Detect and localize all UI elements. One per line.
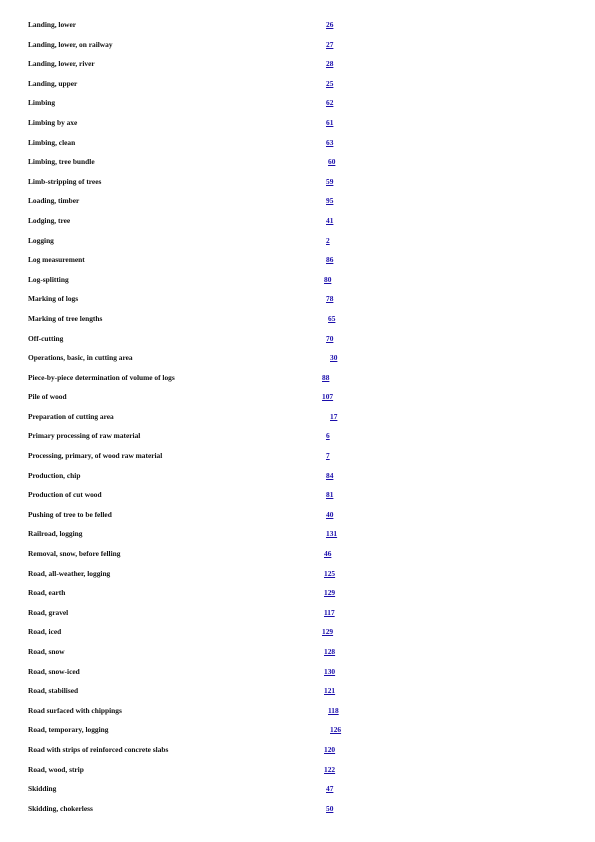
index-entry — [0, 74, 595, 94]
index-entry — [0, 681, 595, 701]
page-reference-link[interactable]: 129 — [324, 588, 336, 598]
index-term: Removal, snow, before felling — [28, 549, 121, 559]
index-term: Production of cut wood — [28, 490, 102, 500]
page-reference-link[interactable]: 47 — [326, 784, 334, 794]
index-term: Log measurement — [28, 255, 85, 265]
index-term: Lodging, tree — [28, 215, 71, 225]
page-reference-link[interactable]: 84 — [326, 470, 334, 480]
index-term: Limbing by axe — [28, 117, 78, 127]
index-entry — [0, 446, 595, 466]
page-reference-link[interactable]: 63 — [326, 137, 334, 147]
index-term: Road, gravel — [28, 607, 69, 617]
index-term: Limb-stripping of trees — [28, 176, 102, 186]
index-entry — [0, 250, 595, 270]
index-term: Limbing — [28, 98, 56, 108]
index-entry — [0, 740, 595, 760]
index-term: Road, temporary, logging — [28, 725, 109, 735]
index-entry — [0, 662, 595, 682]
index-term: Landing, lower, river — [28, 59, 95, 69]
index-entry — [0, 407, 595, 427]
index-term: Production, chip — [28, 470, 81, 480]
index-entry — [0, 152, 595, 172]
index-entry — [0, 348, 595, 368]
page-reference-link[interactable]: 131 — [326, 529, 338, 539]
index-term: Operations, basic, in cutting area — [28, 353, 133, 363]
index-term: Road, snow-iced — [28, 666, 80, 676]
index-entry — [0, 113, 595, 133]
index-entry — [0, 270, 595, 290]
index-entry — [0, 720, 595, 740]
index-term: Road, wood, strip — [28, 764, 84, 774]
page-reference-link[interactable]: 118 — [328, 705, 339, 715]
index-term: Road, all-weather, logging — [28, 568, 111, 578]
page-reference-link[interactable]: 27 — [326, 39, 334, 49]
page-reference-link[interactable]: 126 — [330, 725, 342, 735]
page-reference-link[interactable]: 107 — [322, 392, 334, 402]
page-reference-link[interactable]: 120 — [324, 744, 336, 754]
page-reference-link[interactable]: 128 — [324, 647, 336, 656]
page-reference-link[interactable]: 117 — [324, 607, 335, 617]
page-reference-link[interactable]: 122 — [324, 764, 336, 774]
index-entry — [0, 54, 595, 74]
page-reference-link[interactable]: 41 — [326, 215, 334, 225]
index-entry — [0, 701, 595, 721]
index-entry — [0, 289, 595, 309]
index-term: Road with strips of reinforced concrete slabs — [28, 744, 169, 754]
index-term: Preparation of cutting area — [28, 411, 114, 421]
page-reference-link[interactable]: 125 — [324, 568, 336, 578]
page-reference-link[interactable]: 70 — [326, 333, 334, 343]
index-entry — [0, 760, 595, 780]
page-reference-link[interactable]: 65 — [328, 313, 336, 323]
index-entry — [0, 329, 595, 349]
page-reference-link[interactable]: 88 — [322, 372, 330, 382]
page-reference-link[interactable]: 6 — [326, 431, 330, 441]
index-term: Limbing, clean — [28, 137, 76, 147]
index-term: Road surfaced with chippings — [28, 705, 122, 715]
index-entry — [0, 172, 595, 192]
index-term: Logging — [28, 235, 54, 245]
index-entry — [0, 191, 595, 211]
index-term: Pile of wood — [28, 392, 67, 402]
page-reference-link[interactable]: 95 — [326, 196, 334, 206]
index-entry — [0, 779, 595, 799]
index-term: Road, iced — [28, 627, 62, 637]
page-reference-link[interactable]: 50 — [326, 803, 334, 813]
page-reference-link[interactable]: 7 — [326, 451, 330, 461]
index-entry — [0, 642, 595, 662]
index-entry — [0, 309, 595, 329]
page-reference-link[interactable]: 129 — [322, 627, 334, 637]
index-term: Landing, lower, on railway — [28, 39, 113, 49]
index-entry — [0, 524, 595, 544]
page-reference-link[interactable]: 60 — [328, 157, 336, 167]
index-entry — [0, 426, 595, 446]
index-term: Off-cutting — [28, 333, 64, 343]
index-entry — [0, 387, 595, 407]
index-entry — [0, 231, 595, 251]
page-reference-link[interactable]: 17 — [330, 411, 338, 421]
index-entry — [0, 583, 595, 603]
index-term: Road, stabilised — [28, 686, 79, 696]
index-term: Limbing, tree bundle — [28, 157, 95, 167]
page-reference-link[interactable]: 121 — [324, 686, 336, 696]
index-entry — [0, 505, 595, 525]
index-entry — [0, 211, 595, 231]
index-term: Processing, primary, of wood raw material — [28, 451, 163, 461]
page-reference-link[interactable]: 78 — [326, 294, 334, 304]
page-reference-link[interactable]: 62 — [326, 98, 334, 108]
page-reference-link[interactable]: 28 — [326, 59, 334, 69]
index-entry — [0, 35, 595, 55]
page-reference-link[interactable]: 25 — [326, 78, 334, 88]
index-entry — [0, 544, 595, 564]
page-reference-link[interactable]: 81 — [326, 490, 334, 500]
page-reference-link[interactable]: 40 — [326, 509, 334, 519]
index-term: Primary processing of raw material — [28, 431, 141, 441]
index-entry — [0, 564, 595, 584]
index-term: Road, earth — [28, 588, 66, 598]
index-term: Marking of logs — [28, 294, 79, 304]
index-entry — [0, 622, 595, 642]
index-entry — [0, 15, 595, 35]
index-term: Pushing of tree to be felled — [28, 509, 112, 519]
index-term: Railroad, logging — [28, 529, 83, 539]
index-term: Skidding, chokerless — [28, 803, 93, 813]
index-term: Road, snow — [28, 647, 65, 656]
index-entry — [0, 133, 595, 153]
index-term: Piece-by-piece determination of volume of logs — [28, 372, 175, 382]
page-reference-link[interactable]: 46 — [324, 549, 332, 559]
index-entry — [0, 368, 595, 388]
page-reference-link[interactable]: 2 — [326, 235, 330, 245]
index-entry — [0, 603, 595, 623]
index-term: Marking of tree lengths — [28, 313, 103, 323]
page-reference-link[interactable]: 86 — [326, 255, 334, 265]
page-reference-link[interactable]: 130 — [324, 666, 336, 676]
page-reference-link[interactable]: 30 — [330, 353, 338, 363]
index-entry — [0, 485, 595, 505]
page-reference-link[interactable]: 59 — [326, 176, 334, 186]
index-entry — [0, 799, 595, 819]
index-term: Log-splitting — [28, 274, 69, 284]
index-list — [0, 15, 595, 818]
page-reference-link[interactable]: 61 — [326, 117, 334, 127]
index-term: Skidding — [28, 784, 57, 794]
index-term: Loading, timber — [28, 196, 80, 206]
index-entry — [0, 93, 595, 113]
page-reference-link[interactable]: 26 — [326, 20, 334, 29]
index-term: Landing, upper — [28, 78, 78, 88]
index-entry — [0, 466, 595, 486]
index-term: Landing, lower — [28, 20, 77, 29]
page-reference-link[interactable]: 80 — [324, 274, 332, 284]
